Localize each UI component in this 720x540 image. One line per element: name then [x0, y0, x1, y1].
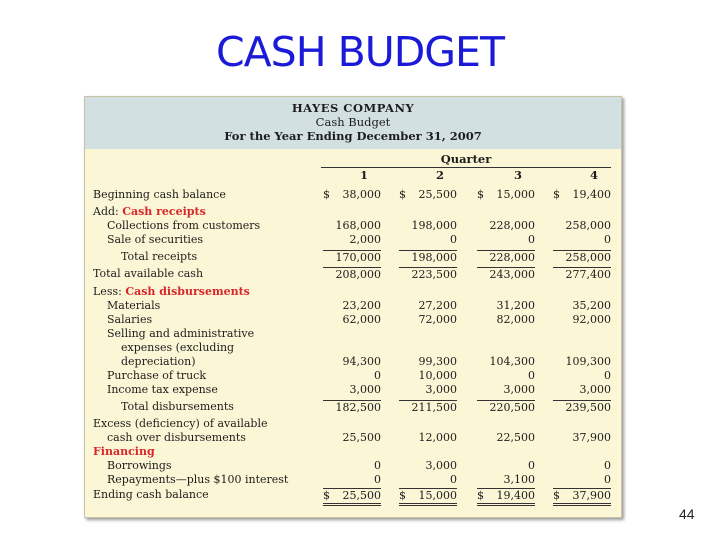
statement-name: Cash Budget: [315, 115, 391, 129]
cell-q1: 182,500: [323, 400, 381, 415]
row-add-cash-receipts: [85, 205, 621, 219]
cell-q1: 0: [374, 473, 381, 486]
row-label: Sale of securities: [107, 233, 204, 246]
cell-q4: $ 37,900: [553, 488, 611, 506]
statement-header: [85, 97, 621, 149]
cell-q3: 3,000: [503, 383, 535, 396]
cell-q4: 37,900: [572, 431, 611, 444]
cell-q4: 35,200: [572, 299, 611, 312]
row-beginning: [85, 188, 621, 202]
cell-q2: 211,500: [399, 400, 457, 415]
row-label: expenses (excluding: [121, 341, 235, 354]
cell-q1: $ 38,000: [323, 188, 381, 201]
row-label: Less: Cash disbursements: [93, 285, 250, 298]
cell-q4: 0: [604, 369, 611, 382]
row-label: Income tax expense: [107, 383, 218, 396]
quarter-4-header: 4: [589, 168, 598, 182]
cell-q3: 22,500: [496, 431, 535, 444]
cell-q4: 0: [604, 473, 611, 486]
row-financing: [85, 445, 621, 459]
row-salaries: [85, 313, 621, 327]
cell-q1: 23,200: [342, 299, 381, 312]
cell-q1: 170,000: [323, 250, 381, 265]
row-ending: [85, 488, 621, 505]
cell-q2: 0: [450, 473, 457, 486]
row-label: Beginning cash balance: [93, 188, 226, 201]
row-less-cash-disbursements: [85, 285, 621, 299]
cell-q4: 109,300: [565, 355, 611, 368]
row-label: Ending cash balance: [93, 488, 209, 501]
cell-q2: $ 15,000: [399, 488, 457, 506]
row-excess-line1: [85, 417, 621, 431]
cell-q2: 72,000: [418, 313, 457, 326]
row-income-tax: [85, 383, 621, 397]
row-label: Salaries: [107, 313, 153, 326]
cell-q2: 198,000: [411, 219, 457, 232]
quarter-3-header: 3: [513, 168, 522, 182]
cell-q1: 25,500: [342, 431, 381, 444]
cell-q1: 0: [374, 369, 381, 382]
cell-q1: 168,000: [335, 219, 381, 232]
cell-q2: 0: [450, 233, 457, 246]
cell-q4: 92,000: [572, 313, 611, 326]
row-label: Add: Cash receipts: [93, 205, 206, 218]
row-borrowings: [85, 459, 621, 473]
row-selling-line1: [85, 327, 621, 341]
cell-q1: 94,300: [342, 355, 381, 368]
cell-q2: 12,000: [418, 431, 457, 444]
cell-q2: 99,300: [418, 355, 457, 368]
cell-q2: 223,500: [399, 267, 457, 282]
cell-q1: $ 25,500: [323, 488, 381, 506]
cell-q3: 3,100: [503, 473, 535, 486]
row-label: Collections from customers: [107, 219, 261, 232]
cell-q2: 3,000: [425, 383, 457, 396]
row-label: Borrowings: [107, 459, 172, 472]
row-excess: [85, 431, 621, 445]
row-label: Materials: [107, 299, 161, 312]
slide-title: CASH BUDGET: [216, 28, 504, 76]
row-label: Total receipts: [121, 250, 198, 263]
row-purchase-of-truck: [85, 369, 621, 383]
cell-q3: 82,000: [496, 313, 535, 326]
row-selling-admin: [85, 355, 621, 369]
cell-q1: 2,000: [349, 233, 381, 246]
cell-q4: 258,000: [565, 219, 611, 232]
cell-q1: 208,000: [323, 267, 381, 282]
quarter-1-header: 1: [359, 168, 368, 182]
cell-q4: 277,400: [553, 267, 611, 282]
cash-budget-statement: [84, 96, 622, 518]
row-repayments: [85, 473, 621, 487]
row-label: Repayments—plus $100 interest: [107, 473, 289, 486]
row-total-receipts: [85, 250, 621, 264]
cell-q3: 228,000: [489, 219, 535, 232]
page-number: 44: [679, 506, 695, 522]
cell-q3: 243,000: [477, 267, 535, 282]
row-label: Financing: [93, 445, 155, 458]
statement-period: For the Year Ending December 31, 2007: [224, 129, 482, 143]
cell-q2: $ 25,500: [399, 188, 457, 201]
row-label: cash over disbursements: [107, 431, 246, 444]
cell-q1: 0: [374, 459, 381, 472]
cell-q4: 0: [604, 233, 611, 246]
row-materials: [85, 299, 621, 313]
cell-q3: 228,000: [477, 250, 535, 265]
cell-q2: 10,000: [418, 369, 457, 382]
row-label: depreciation): [121, 355, 196, 368]
cell-q2: 3,000: [425, 459, 457, 472]
cell-q4: 239,500: [553, 400, 611, 415]
row-label: Total disbursements: [121, 400, 234, 413]
cell-q3: $ 15,000: [477, 188, 535, 201]
row-total-disbursements: [85, 400, 621, 414]
cell-q3: 31,200: [496, 299, 535, 312]
cell-q1: 3,000: [349, 383, 381, 396]
cell-q1: 62,000: [342, 313, 381, 326]
cell-q4: 3,000: [579, 383, 611, 396]
row-label: Selling and administrative: [107, 327, 255, 340]
quarter-header: Quarter: [440, 152, 492, 166]
cell-q3: 104,300: [489, 355, 535, 368]
row-collections: [85, 219, 621, 233]
cell-q3: 0: [528, 233, 535, 246]
cell-q3: 220,500: [477, 400, 535, 415]
cell-q3: $ 19,400: [477, 488, 535, 506]
row-sale-of-securities: [85, 233, 621, 247]
company-name: HAYES COMPANY: [291, 101, 415, 115]
cell-q4: $ 19,400: [553, 188, 611, 201]
row-total-available-cash: [85, 267, 621, 281]
row-label: Purchase of truck: [107, 369, 206, 382]
row-label: Total available cash: [93, 267, 204, 280]
quarter-2-header: 2: [435, 168, 444, 182]
row-label: Excess (deficiency) of available: [93, 417, 268, 430]
cell-q2: 27,200: [418, 299, 457, 312]
cell-q4: 258,000: [553, 250, 611, 265]
cell-q2: 198,000: [399, 250, 457, 265]
row-selling-line2: [85, 341, 621, 355]
cell-q3: 0: [528, 369, 535, 382]
cell-q3: 0: [528, 459, 535, 472]
cell-q4: 0: [604, 459, 611, 472]
